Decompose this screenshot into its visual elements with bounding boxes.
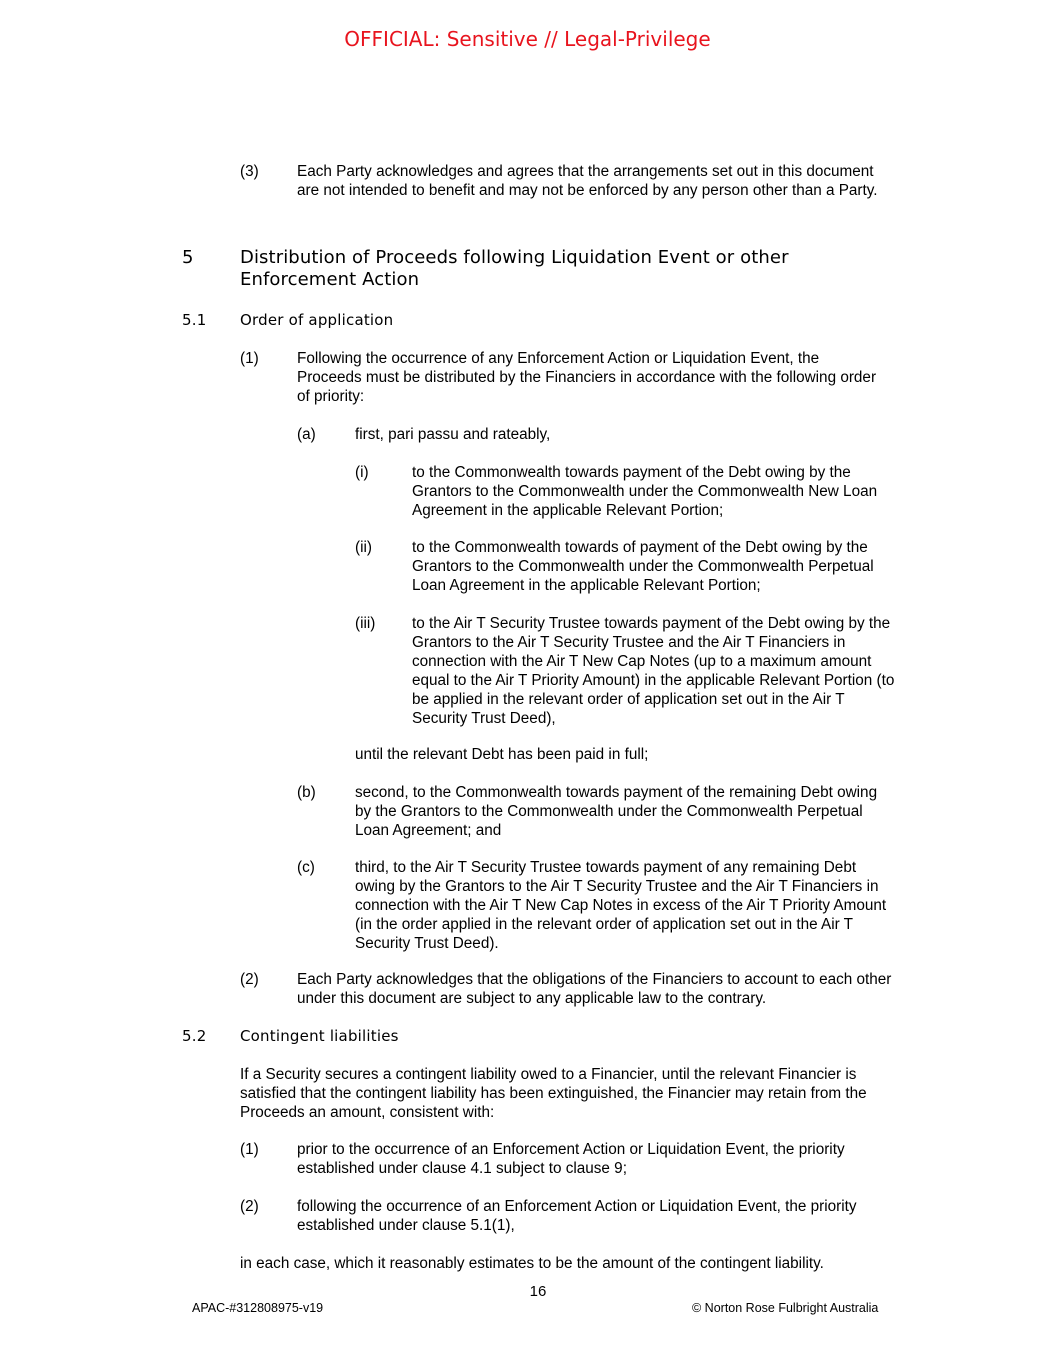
- clause-number: (1): [240, 350, 259, 367]
- paragraph-text: second, to the Commonwealth towards payment of the remaining Debt owing by the Grantors to the Commonwealth under the Commonwealth Perpetual Loan Agreement; and: [355, 784, 878, 839]
- page-number: 16: [529, 1283, 547, 1300]
- clause-text: Each Party acknowledges and agrees that the arrangements set out in this document are not intended to benefit and may not be enforced by any person other than a Party.: [297, 163, 878, 199]
- paragraph-text: third, to the Air T Security Trustee towards payment of any remaining Debt owing by the Grantors to the Air T Security Trustee and the Air T Financiers in connection with the Air T New Cap Notes in excess of the Air T Priority Amount (in the order applied in the relevant order of application set out in the Air T Security Trust Deed).: [355, 859, 887, 952]
- paragraph-text: first, pari passu and rateably,: [355, 426, 551, 443]
- subparagraph-text: to the Air T Security Trustee towards payment of the Debt owing by the Grantors to the Air T Security Trustee and the Air T Financiers in connection with the Air T New Cap Notes (up to a maximum amount equal to the Air T Priority Amount) in the applicable Relevant Portion (to be applied in the relevant order of application set out in the Air T Security Trust Deed),: [412, 615, 895, 727]
- paragraph-number: (c): [297, 859, 315, 876]
- section-number: 5: [182, 247, 194, 268]
- clause-text: Each Party acknowledges that the obligations of the Financiers to account to each other under this document are subject to any applicable law to the contrary.: [297, 971, 892, 1007]
- classification-header: OFFICIAL: Sensitive // Legal-Privilege: [344, 27, 711, 51]
- clause-intro: If a Security secures a contingent liability owed to a Financier, until the relevant Financier is satisfied that the contingent liability has been extinguished, the Financier may retain from the Proceeds an amount, consistent with:: [240, 1066, 867, 1121]
- subsection-title: Order of application: [240, 311, 394, 329]
- paragraph-continuation: until the relevant Debt has been paid in full;: [355, 746, 649, 763]
- subparagraph-text: to the Commonwealth towards payment of the Debt owing by the Grantors to the Commonwealth under the Commonwealth New Loan Agreement in the applicable Relevant Portion;: [412, 464, 878, 519]
- paragraph-number: (b): [297, 784, 316, 801]
- subparagraph-number: (ii): [355, 539, 372, 556]
- clause-number: (3): [240, 163, 259, 180]
- subparagraph-number: (i): [355, 464, 369, 481]
- clause-text: Following the occurrence of any Enforcement Action or Liquidation Event, the Proceeds must be distributed by the Financiers in accordance with the following order of priority:: [297, 350, 877, 405]
- clause-text: prior to the occurrence of an Enforcement Action or Liquidation Event, the priority established under clause 4.1 subject to clause 9;: [297, 1141, 845, 1177]
- clause-continuation: in each case, which it reasonably estimates to be the amount of the contingent liability.: [240, 1255, 824, 1272]
- subparagraph-text: to the Commonwealth towards of payment of the Debt owing by the Grantors to the Commonwealth under the Commonwealth Perpetual Loan Agreement in the applicable Relevant Portion;: [412, 539, 874, 594]
- section-title: Distribution of Proceeds following Liquidation Event or other Enforcement Action: [240, 247, 789, 290]
- document-id: APAC-#312808975-v19: [192, 1301, 324, 1315]
- paragraph-number: (a): [297, 426, 316, 443]
- subsection-title: Contingent liabilities: [240, 1027, 399, 1045]
- clause-text: following the occurrence of an Enforcement Action or Liquidation Event, the priority established under clause 5.1(1),: [297, 1198, 857, 1234]
- subsection-number: 5.2: [182, 1027, 207, 1045]
- clause-number: (2): [240, 1198, 259, 1215]
- subsection-number: 5.1: [182, 311, 207, 329]
- subparagraph-number: (iii): [355, 615, 376, 632]
- copyright-notice: © Norton Rose Fulbright Australia: [692, 1301, 879, 1315]
- clause-number: (1): [240, 1141, 259, 1158]
- clause-number: (2): [240, 971, 259, 988]
